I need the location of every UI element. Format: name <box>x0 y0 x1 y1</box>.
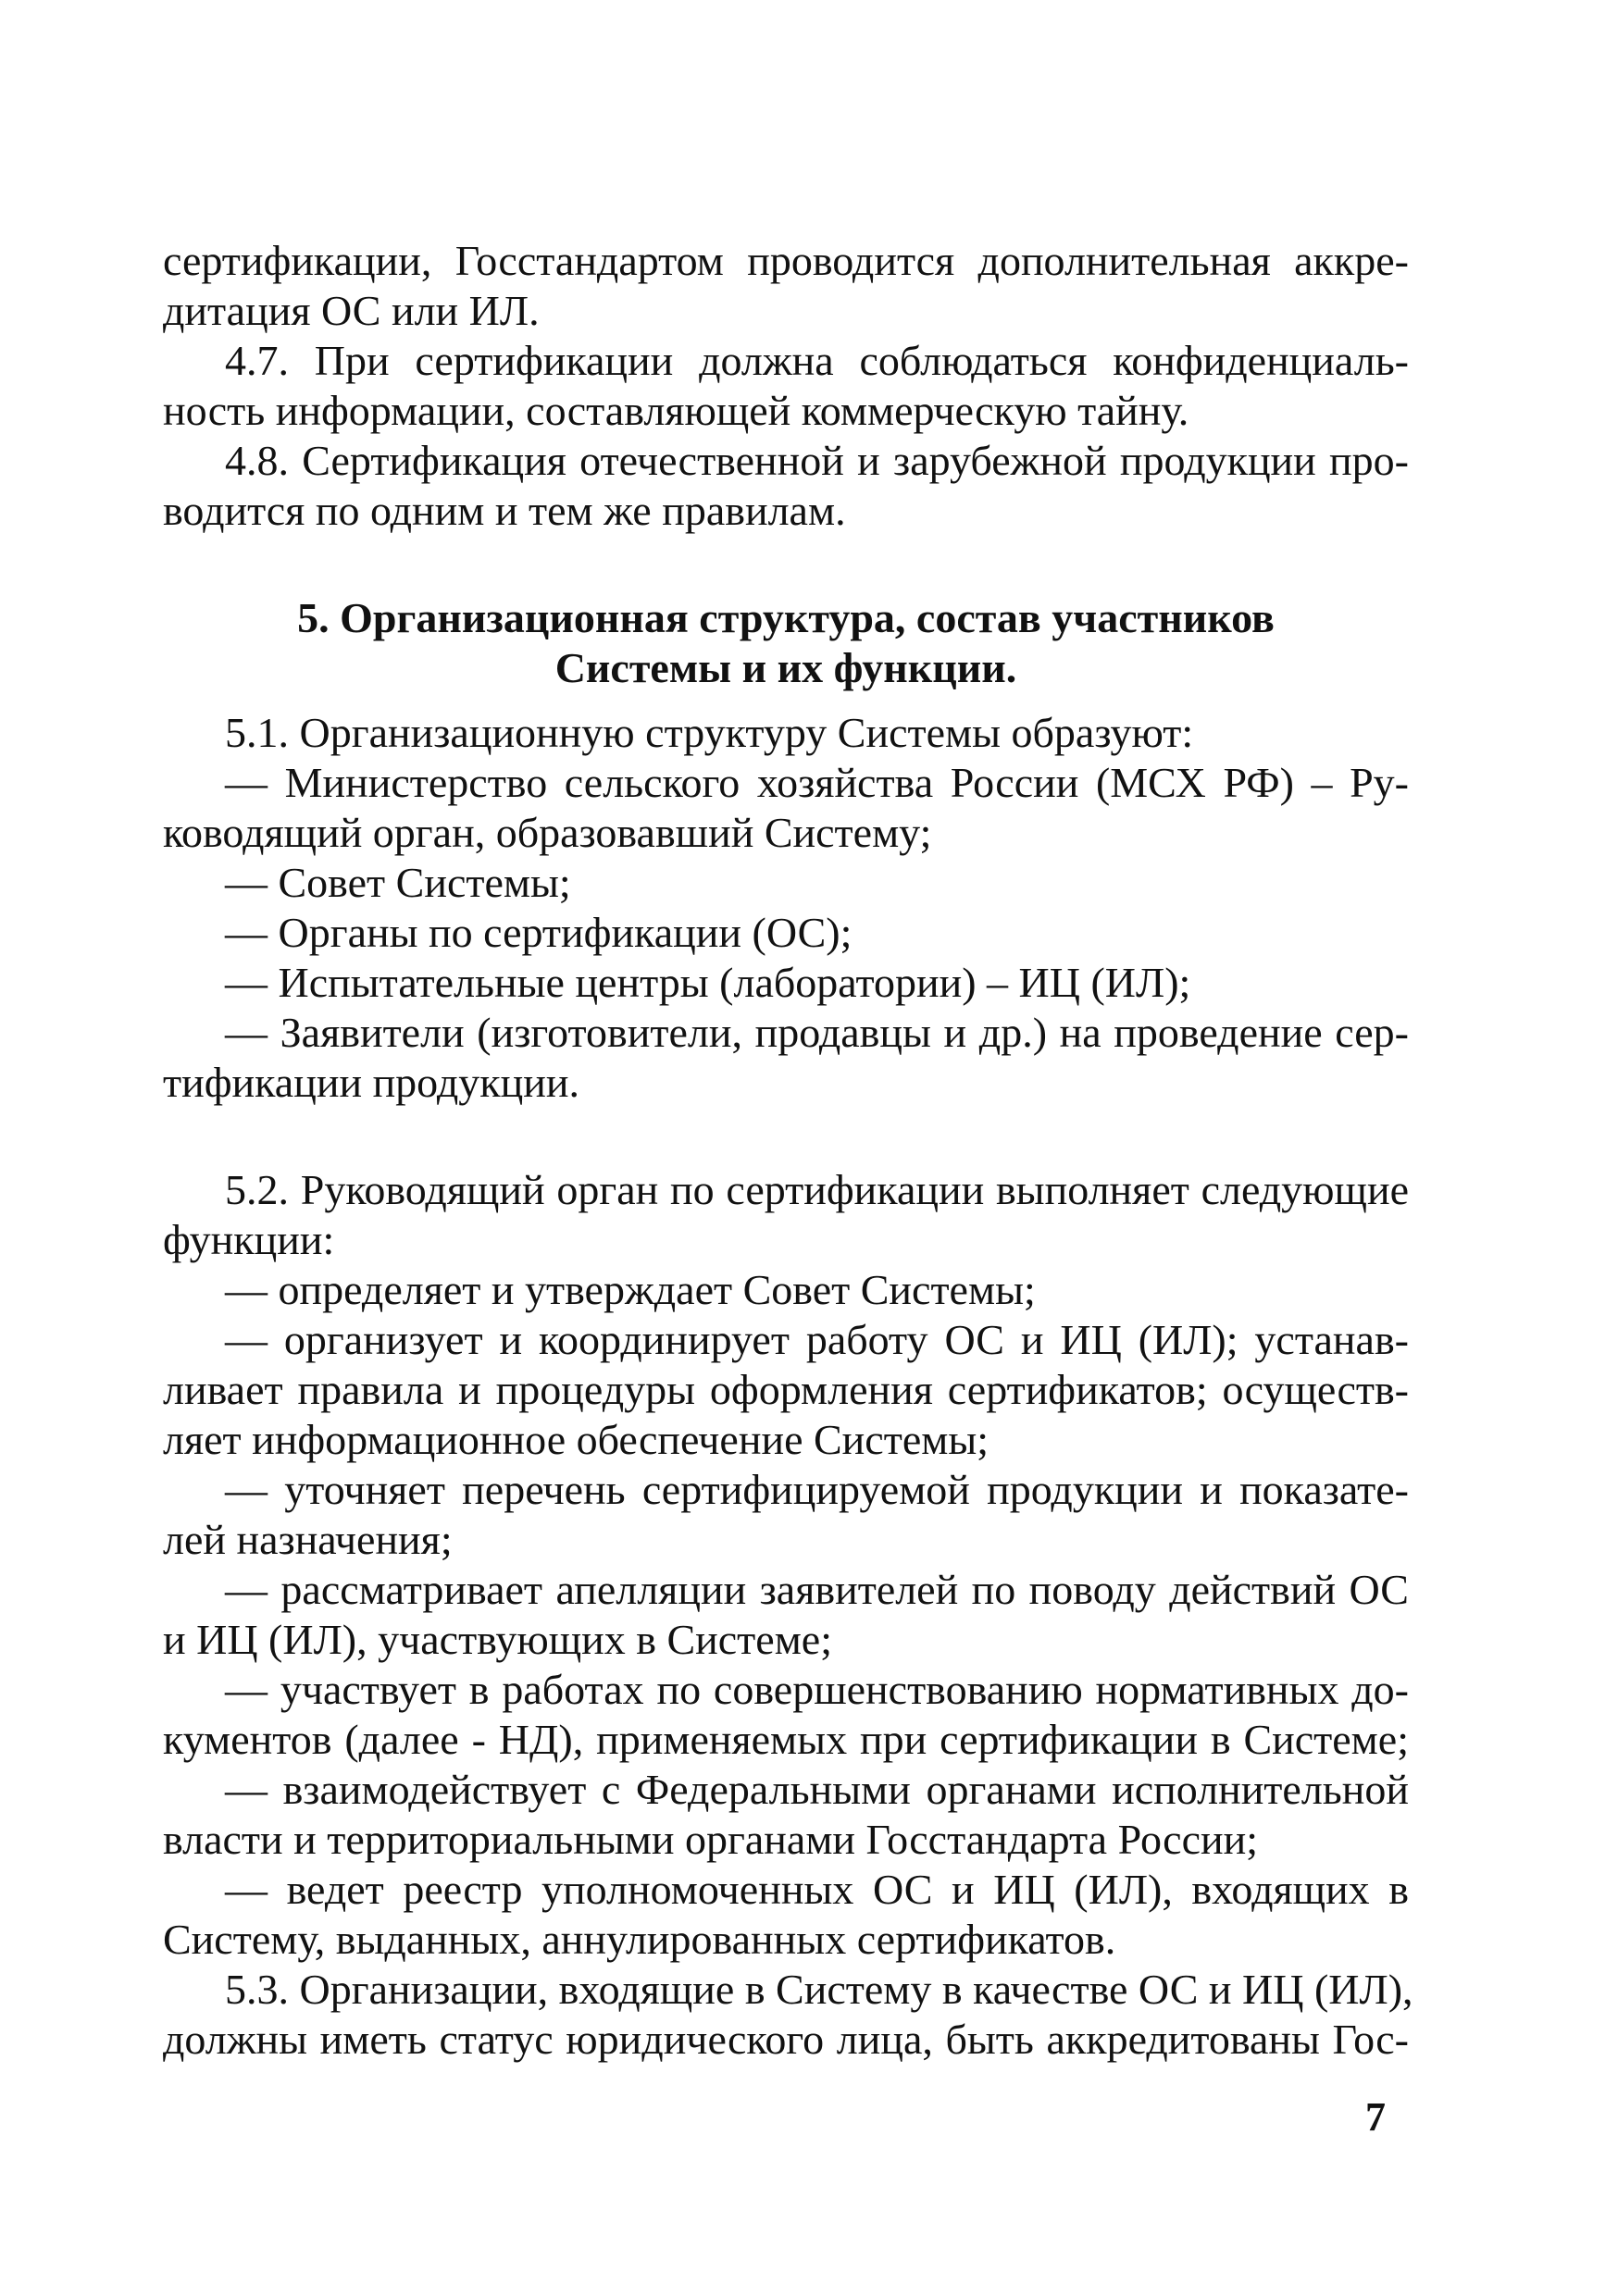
text-line: 5.1. Организационную структуру Системы образуют: <box>225 709 1194 756</box>
text-line: функции: <box>163 1216 335 1263</box>
text-line: 5.2. Руководящий орган по сертификации выполняет следующие <box>225 1166 1409 1213</box>
text-line: дитация ОС или ИЛ. <box>163 287 540 334</box>
text-line: — организует и координирует работу ОС и ИЦ (ИЛ); устанав- <box>225 1316 1409 1363</box>
section-heading: Системы и их функции. <box>554 644 1017 691</box>
text-line: — Испытательные центры (лаборатории) – ИЦ (ИЛ); <box>225 959 1191 1006</box>
text-line: — Заявители (изготовители, продавцы и др.) на проведение сер- <box>225 1009 1409 1056</box>
text-line: ководящий орган, образовавший Систему; <box>163 809 932 856</box>
text-line: водится по одним и тем же правилам. <box>163 487 846 534</box>
text-line: власти и территориальными органами Госстандарта России; <box>163 1816 1258 1863</box>
text-line: — взаимодействует с Федеральными органами исполнительной <box>225 1766 1409 1813</box>
text-line: лей назначения; <box>163 1516 453 1563</box>
text-line: ляет информационное обеспечение Системы; <box>163 1416 989 1463</box>
page-number: 7 <box>1365 2094 1386 2140</box>
text-line: тификации продукции. <box>163 1059 579 1106</box>
text-line: — ведет реестр уполномоченных ОС и ИЦ (ИЛ), входящих в <box>225 1866 1409 1913</box>
text-line: 4.8. Сертификация отечественной и зарубежной продукции про- <box>225 437 1409 484</box>
text-line: — рассматривает апелляции заявителей по поводу действий ОС <box>225 1566 1409 1613</box>
text-line: — участвует в работах по совершенствованию нормативных до- <box>225 1666 1409 1713</box>
text-line: и ИЦ (ИЛ), участвующих в Системе; <box>163 1616 832 1663</box>
text-line: Систему, выданных, аннулированных сертификатов. <box>163 1916 1116 1963</box>
text-line: — уточняет перечень сертифицируемой продукции и показате- <box>225 1466 1409 1513</box>
text-line: — определяет и утверждает Совет Системы; <box>225 1266 1036 1313</box>
text-line: — Совет Системы; <box>225 859 571 906</box>
text-line: сертификации, Госстандартом проводится дополнительная аккре- <box>163 237 1409 284</box>
page-body <box>163 236 1413 2065</box>
section-heading: 5. Организационная структура, состав участников <box>297 594 1275 641</box>
text-line: — Органы по сертификации (ОС); <box>225 909 853 956</box>
text-line: ливает правила и процедуры оформления сертификатов; осуществ- <box>163 1366 1409 1413</box>
text-line: кументов (далее - НД), применяемых при сертификации в Системе; <box>163 1716 1409 1763</box>
text-line: должны иметь статус юридического лица, быть аккредитованы Гос- <box>163 2016 1409 2063</box>
text-line: 4.7. При сертификации должна соблюдаться конфиденциаль- <box>225 337 1409 384</box>
text-line: — Министерство сельского хозяйства России (МСХ РФ) – Ру- <box>225 759 1409 806</box>
text-line: ность информации, составляющей коммерческую тайну. <box>163 387 1189 434</box>
text-line: 5.3. Организации, входящие в Систему в качестве ОС и ИЦ (ИЛ), <box>225 1966 1413 2013</box>
